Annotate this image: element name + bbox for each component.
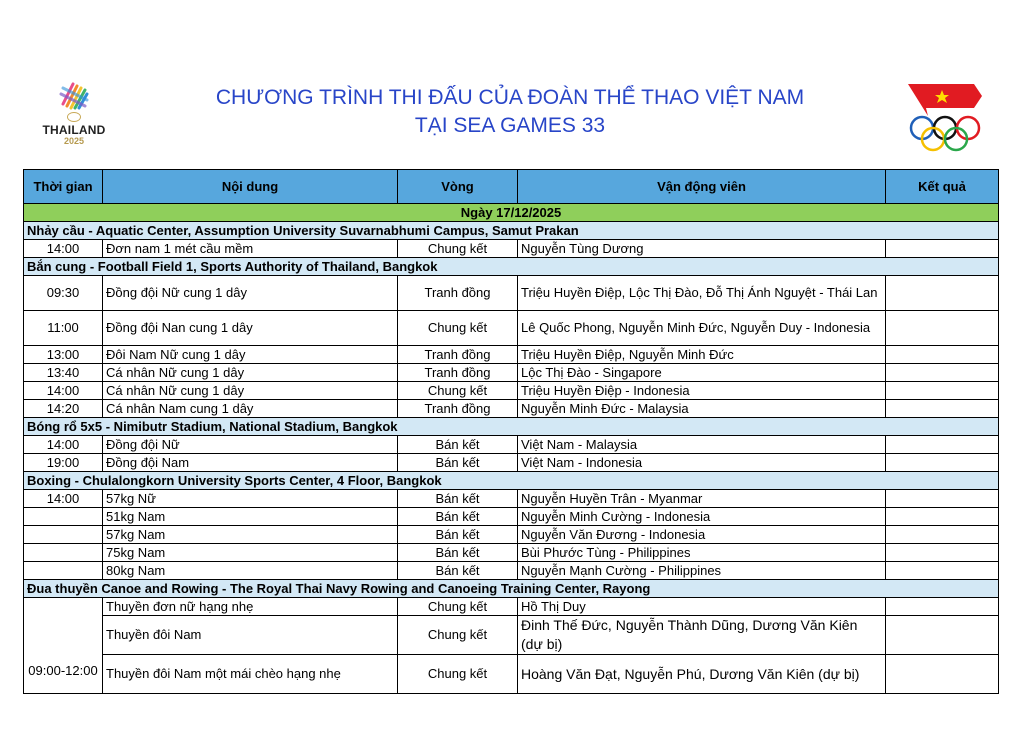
medal-icon: [67, 112, 81, 122]
venue-row: [24, 258, 999, 276]
cell-event: 80kg Nam: [103, 562, 398, 580]
page-title: [120, 84, 900, 140]
table-row: [24, 562, 999, 580]
table-row: [24, 508, 999, 526]
cell-round: Bán kết: [398, 562, 518, 580]
cell-result: [886, 490, 999, 508]
sea-games-emblem-icon: [57, 80, 91, 112]
cell-event: Đồng đội Nữ cung 1 dây: [103, 276, 398, 311]
cell-round: Tranh đồng: [398, 276, 518, 311]
cell-athletes: Triệu Huyền Điệp - Indonesia: [518, 382, 886, 400]
table-row: [24, 436, 999, 454]
cell-result: [886, 382, 999, 400]
cell-time: 14:00: [24, 436, 103, 454]
cell-event: 57kg Nữ: [103, 490, 398, 508]
venue-label: Bắn cung - Football Field 1, Sports Authority of Thailand, Bangkok: [24, 258, 999, 276]
cell-time: [24, 544, 103, 562]
cell-athletes: Việt Nam - Indonesia: [518, 454, 886, 472]
cell-event: Đồng đội Nan cung 1 dây: [103, 311, 398, 346]
cell-time: 14:00: [24, 240, 103, 258]
venue-label: Boxing - Chulalongkorn University Sports Center, 4 Floor, Bangkok: [24, 472, 999, 490]
cell-round: Tranh đồng: [398, 346, 518, 364]
cell-time: 13:40: [24, 364, 103, 382]
table-row: [24, 655, 999, 694]
cell-event: Thuyền đơn nữ hạng nhẹ: [103, 598, 398, 616]
cell-round: Tranh đồng: [398, 364, 518, 382]
venue-label: Bóng rổ 5x5 - Nimibutr Stadium, National Stadium, Bangkok: [24, 418, 999, 436]
cell-time: 13:00: [24, 346, 103, 364]
vietnam-olympic-committee-logo: [904, 82, 988, 154]
cell-event: 57kg Nam: [103, 526, 398, 544]
table-row: [24, 364, 999, 382]
cell-result: [886, 562, 999, 580]
cell-round: Bán kết: [398, 490, 518, 508]
column-header-time: Thời gian: [24, 170, 103, 204]
column-header-event: Nội dung: [103, 170, 398, 204]
vietnam-flag-olympic-rings-icon: [904, 82, 988, 154]
table-row: [24, 454, 999, 472]
cell-athletes: Hồ Thị Duy: [518, 598, 886, 616]
table-row: [24, 616, 999, 655]
table-row: [24, 598, 999, 616]
cell-time: [24, 508, 103, 526]
cell-result: [886, 616, 999, 655]
venue-row: [24, 580, 999, 598]
cell-result: [886, 454, 999, 472]
venue-label: Đua thuyền Canoe and Rowing - The Royal Thai Navy Rowing and Canoeing Training Center, Rayong: [24, 580, 999, 598]
cell-athletes: Lê Quốc Phong, Nguyễn Minh Đức, Nguyễn Duy - Indonesia: [518, 311, 886, 346]
cell-time: [24, 526, 103, 544]
cell-result: [886, 508, 999, 526]
cell-round: Bán kết: [398, 436, 518, 454]
cell-time: 14:20: [24, 400, 103, 418]
cell-result: [886, 346, 999, 364]
cell-time: 09:30: [24, 276, 103, 311]
cell-result: [886, 526, 999, 544]
date-row: [24, 204, 999, 222]
column-header-athletes: Vận động viên: [518, 170, 886, 204]
cell-athletes: Nguyễn Tùng Dương: [518, 240, 886, 258]
cell-result: [886, 276, 999, 311]
logo-left-text: THAILAND: [42, 123, 106, 137]
venue-row: [24, 418, 999, 436]
cell-result: [886, 240, 999, 258]
cell-athletes: Hoàng Văn Đạt, Nguyễn Phú, Dương Văn Kiên (dự bị): [518, 655, 886, 694]
cell-athletes: Lộc Thị Đào - Singapore: [518, 364, 886, 382]
cell-result: [886, 364, 999, 382]
cell-round: Bán kết: [398, 544, 518, 562]
cell-athletes: Việt Nam - Malaysia: [518, 436, 886, 454]
cell-event: Đồng đội Nữ: [103, 436, 398, 454]
cell-event: Cá nhân Nữ cung 1 dây: [103, 382, 398, 400]
cell-event: Thuyền đôi Nam một mái chèo hạng nhẹ: [103, 655, 398, 694]
cell-event: 51kg Nam: [103, 508, 398, 526]
table-row: [24, 490, 999, 508]
cell-event: Đồng đội Nam: [103, 454, 398, 472]
cell-time: 14:00: [24, 382, 103, 400]
cell-athletes: Nguyễn Văn Đương - Indonesia: [518, 526, 886, 544]
cell-time: [24, 562, 103, 580]
date-label: Ngày 17/12/2025: [24, 204, 999, 222]
cell-round: Tranh đồng: [398, 400, 518, 418]
cell-athletes: Nguyễn Mạnh Cường - Philippines: [518, 562, 886, 580]
cell-time: 19:00: [24, 454, 103, 472]
schedule-table: [23, 169, 999, 694]
cell-time: 11:00: [24, 311, 103, 346]
cell-result: [886, 655, 999, 694]
column-header-round: Vòng: [398, 170, 518, 204]
cell-round: Chung kết: [398, 311, 518, 346]
cell-athletes: Nguyễn Huyền Trân - Myanmar: [518, 490, 886, 508]
cell-athletes: Đinh Thế Đức, Nguyễn Thành Dũng, Dương Văn Kiên (dự bị): [518, 616, 886, 655]
cell-athletes: Bùi Phước Tùng - Philippines: [518, 544, 886, 562]
table-row: [24, 526, 999, 544]
cell-result: [886, 544, 999, 562]
table-row: [24, 382, 999, 400]
cell-result: [886, 400, 999, 418]
title-line-1: CHƯƠNG TRÌNH THI ĐẤU CỦA ĐOÀN THỂ THAO VIỆT NAM: [215, 86, 805, 109]
table-row: [24, 276, 999, 311]
cell-athletes: Nguyễn Minh Cường - Indonesia: [518, 508, 886, 526]
cell-round: Chung kết: [398, 240, 518, 258]
venue-row: [24, 222, 999, 240]
table-header-row: [24, 170, 999, 204]
cell-round: Chung kết: [398, 382, 518, 400]
table-row: [24, 240, 999, 258]
cell-round: Bán kết: [398, 454, 518, 472]
cell-event: Thuyền đôi Nam: [103, 616, 398, 655]
cell-athletes: Nguyễn Minh Đức - Malaysia: [518, 400, 886, 418]
table-row: [24, 311, 999, 346]
venue-label: Nhảy cầu - Aquatic Center, Assumption University Suvarnabhumi Campus, Samut Prakan: [24, 222, 999, 240]
venue-row: [24, 472, 999, 490]
cell-round: Bán kết: [398, 508, 518, 526]
cell-time: 14:00: [24, 490, 103, 508]
cell-time: 09:00-12:00: [24, 598, 103, 694]
cell-event: Cá nhân Nữ cung 1 dây: [103, 364, 398, 382]
table-row: [24, 346, 999, 364]
column-header-result: Kết quả: [886, 170, 999, 204]
cell-event: Cá nhân Nam cung 1 dây: [103, 400, 398, 418]
logo-left-year: 2025: [63, 136, 85, 146]
cell-athletes: Triệu Huyền Điệp, Nguyễn Minh Đức: [518, 346, 886, 364]
cell-result: [886, 598, 999, 616]
cell-result: [886, 311, 999, 346]
cell-round: Chung kết: [398, 616, 518, 655]
cell-event: Đôi Nam Nữ cung 1 dây: [103, 346, 398, 364]
cell-round: Chung kết: [398, 655, 518, 694]
cell-event: 75kg Nam: [103, 544, 398, 562]
cell-round: Bán kết: [398, 526, 518, 544]
table-row: [24, 544, 999, 562]
cell-round: Chung kết: [398, 598, 518, 616]
title-line-2: TẠI SEA GAMES 33: [414, 114, 606, 137]
cell-event: Đơn nam 1 mét cầu mềm: [103, 240, 398, 258]
cell-athletes: Triệu Huyền Điệp, Lộc Thị Đào, Đỗ Thị Ánh Nguyệt - Thái Lan: [518, 276, 886, 311]
cell-result: [886, 436, 999, 454]
table-row: [24, 400, 999, 418]
thailand-2025-logo: [36, 80, 112, 152]
